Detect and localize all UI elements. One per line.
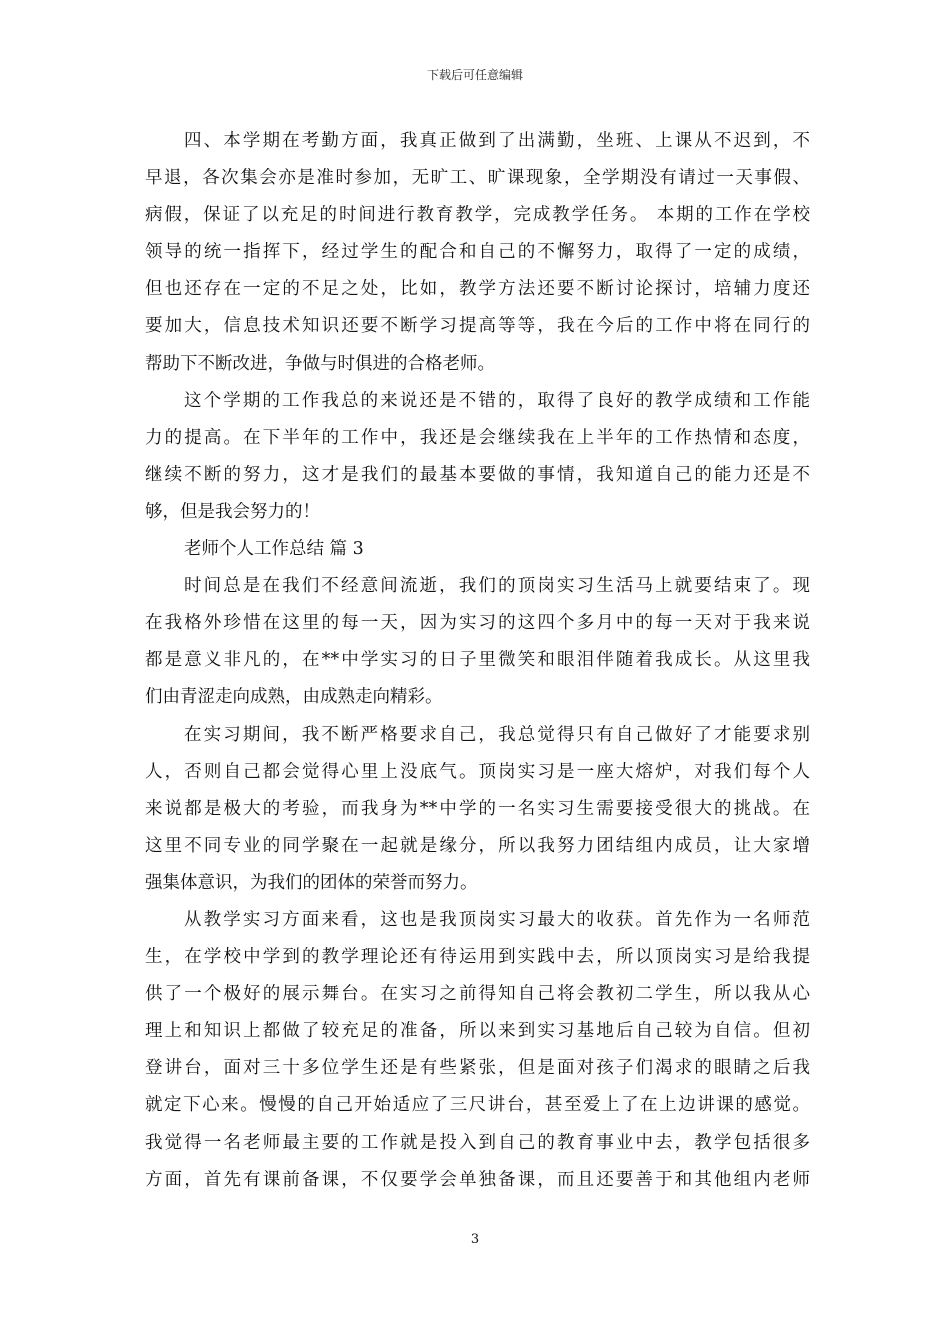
text-line: 病假，保证了以充足的时间进行教育教学，完成教学任务。 本期的工作在学校 bbox=[145, 205, 810, 226]
text-line: 继续不断的努力，这才是我们的最基本要做的事情，我知道自己的能力还是不 bbox=[145, 464, 810, 485]
text-line: 老师个人工作总结 篇 3 bbox=[184, 539, 364, 560]
text-line: 要加大，信息技术知识还要不断学习提高等等，我在今后的工作中将在同行的 bbox=[145, 316, 810, 337]
text-line: 时间总是在我们不经意间流逝，我们的顶岗实习生活马上就要结束了。现 bbox=[184, 576, 810, 597]
text-line: 在实习期间，我不断严格要求自己，我总觉得只有自己做好了才能要求别 bbox=[184, 724, 810, 745]
page-header: 下载后可任意编辑 bbox=[426, 68, 523, 82]
page-number: 3 bbox=[470, 1232, 480, 1247]
body-text bbox=[145, 123, 810, 1199]
text-line: 都是意义非凡的，在**中学实习的日子里微笑和眼泪伴随着我成长。从这里我 bbox=[145, 650, 810, 671]
text-line: 这个学期的工作我总的来说还是不错的，取得了良好的教学成绩和工作能 bbox=[184, 390, 810, 411]
text-line: 生，在学校中学到的教学理论还有待运用到实践中去，所以顶岗实习是给我提 bbox=[145, 947, 810, 968]
text-line: 来说都是极大的考验，而我身为**中学的一名实习生需要接受很大的挑战。在 bbox=[145, 798, 810, 819]
text-line: 方面，首先有课前备课，不仅要学会单独备课，而且还要善于和其他组内老师 bbox=[145, 1169, 810, 1190]
text-line: 我觉得一名老师最主要的工作就是投入到自己的教育事业中去，教学包括很多 bbox=[145, 1132, 810, 1153]
text-line: 登讲台，面对三十多位学生还是有些紧张，但是面对孩子们渴求的眼睛之后我 bbox=[145, 1058, 810, 1079]
text-line: 强集体意识，为我们的团体的荣誉而努力。 bbox=[145, 872, 478, 893]
text-line: 供了一个极好的展示舞台。在实习之前得知自己将会教初二学生，所以我从心 bbox=[145, 984, 810, 1005]
text-line: 理上和知识上都做了较充足的准备，所以来到实习基地后自己较为自信。但初 bbox=[145, 1021, 810, 1042]
text-line: 早退，各次集会亦是准时参加，无旷工、旷课现象，全学期没有请过一天事假、 bbox=[145, 168, 810, 189]
text-line: 们由青涩走向成熟，由成熟走向精彩。 bbox=[145, 687, 443, 708]
text-line: 领导的统一指挥下，经过学生的配合和自己的不懈努力，取得了一定的成绩， bbox=[145, 242, 810, 263]
text-line: 四、本学期在考勤方面，我真正做到了出满勤，坐班、上课从不迟到，不 bbox=[184, 131, 810, 151]
text-line: 人，否则自己都会觉得心里上没底气。顶岗实习是一座大熔炉，对我们每个人 bbox=[145, 761, 810, 782]
text-line: 力的提高。在下半年的工作中，我还是会继续我在上半年的工作热情和态度， bbox=[145, 427, 810, 448]
text-line: 在我格外珍惜在这里的每一天，因为实习的这四个多月中的每一天对于我来说 bbox=[145, 613, 810, 634]
text-line: 够，但是我会努力的！ bbox=[145, 501, 320, 522]
text-line: 帮助下不断改进，争做与时俱进的合格老师。 bbox=[145, 353, 495, 374]
text-line: 就定下心来。慢慢的自己开始适应了三尺讲台，甚至爱上了在上边讲课的感觉。 bbox=[145, 1095, 810, 1116]
text-line: 但也还存在一定的不足之处，比如，教学方法还要不断讨论探讨，培辅力度还 bbox=[145, 279, 810, 300]
text-line: 从教学实习方面来看，这也是我顶岗实习最大的收获。首先作为一名师范 bbox=[184, 909, 810, 930]
text-line: 这里不同专业的同学聚在一起就是缘分，所以我努力团结组内成员，让大家增 bbox=[145, 835, 810, 856]
